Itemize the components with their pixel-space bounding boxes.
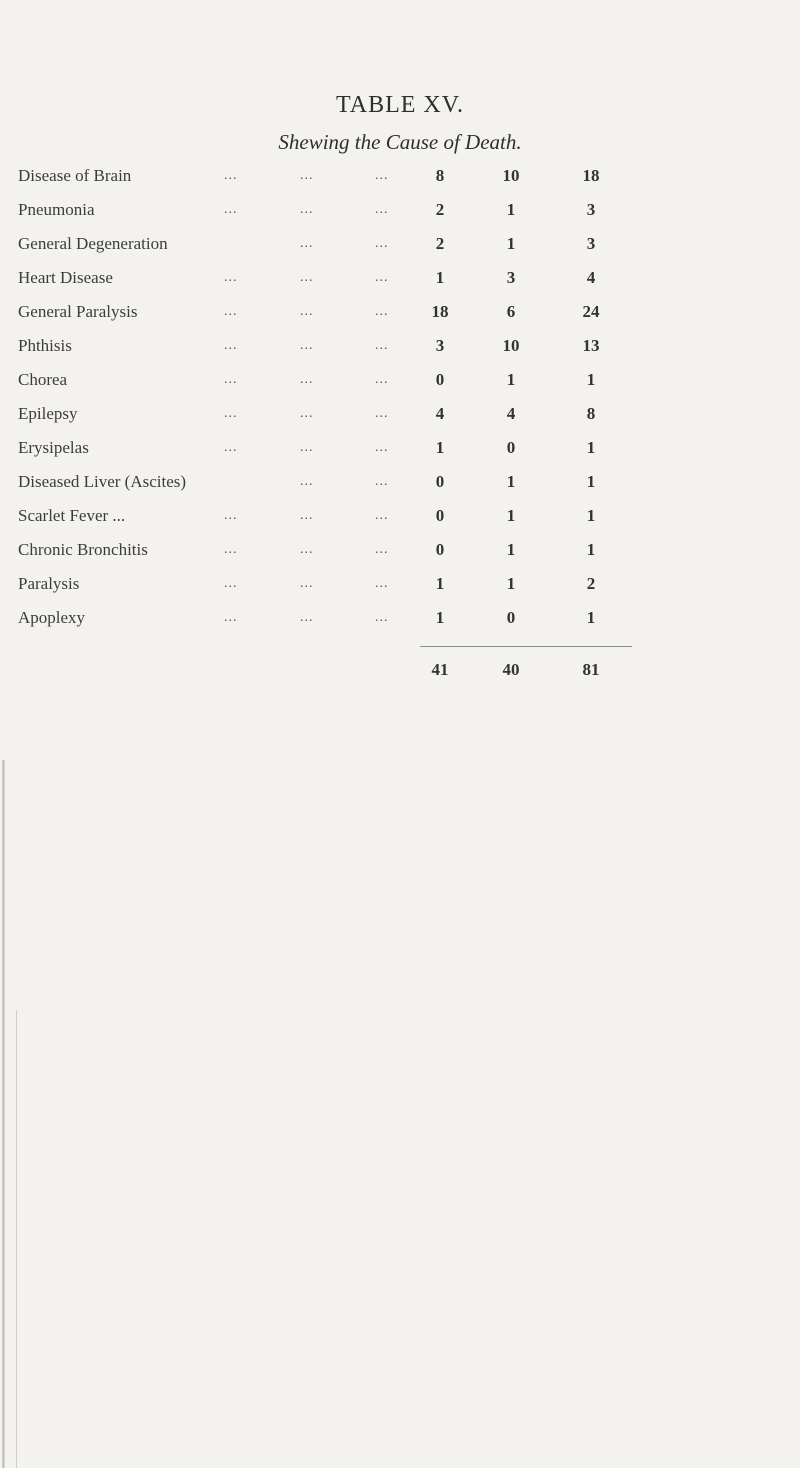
total-cell: 8 <box>586 404 596 423</box>
leader-dots: ... <box>300 406 314 421</box>
grand-total: 81 <box>582 660 600 679</box>
leader-dots: ... <box>300 338 314 353</box>
males-cell: 1 <box>435 438 445 457</box>
cause-cell: Chronic Bronchitis <box>18 540 148 559</box>
page-edge-line <box>16 1010 17 1468</box>
cause-cell: Epilepsy <box>18 404 78 423</box>
table-row <box>0 330 800 364</box>
table-row <box>0 160 800 194</box>
females-cell: 1 <box>506 234 516 253</box>
table-row <box>0 296 800 330</box>
leader-dots: ... <box>300 168 314 183</box>
males-cell: 8 <box>435 166 445 185</box>
leader-dots: ... <box>375 440 389 455</box>
leader-dots: ... <box>300 576 314 591</box>
leader-dots: ... <box>224 202 238 217</box>
leader-dots: ... <box>224 542 238 557</box>
males-cell: 0 <box>435 472 445 491</box>
leader-dots: ... <box>224 406 238 421</box>
total-cell: 3 <box>586 234 596 253</box>
cause-cell: Pneumonia <box>18 200 95 219</box>
leader-dots: ... <box>224 168 238 183</box>
total-cell: 1 <box>586 370 596 389</box>
females-cell: 1 <box>506 574 516 593</box>
total-cell: 13 <box>582 336 600 355</box>
males-cell: 2 <box>435 234 445 253</box>
males-cell: 18 <box>431 302 449 321</box>
page-edge-shadow <box>2 760 5 1468</box>
table-row <box>0 398 800 432</box>
males-cell: 0 <box>435 540 445 559</box>
table-row <box>0 432 800 466</box>
females-cell: 1 <box>506 370 516 389</box>
females-total: 40 <box>502 660 520 679</box>
leader-dots: ... <box>224 576 238 591</box>
leader-dots: ... <box>375 168 389 183</box>
males-cell: 0 <box>435 370 445 389</box>
females-cell: 3 <box>506 268 516 287</box>
cause-cell: General Paralysis <box>18 302 138 321</box>
leader-dots: ... <box>300 474 314 489</box>
table-row <box>0 262 800 296</box>
males-cell: 4 <box>435 404 445 423</box>
females-cell: 6 <box>506 302 516 321</box>
leader-dots: ... <box>375 270 389 285</box>
leader-dots: ... <box>375 542 389 557</box>
cause-cell: Disease of Brain <box>18 166 132 185</box>
leader-dots: ... <box>224 440 238 455</box>
total-cell: 1 <box>586 472 596 491</box>
males-cell: 0 <box>435 506 445 525</box>
females-cell: 1 <box>506 472 516 491</box>
leader-dots: ... <box>300 236 314 251</box>
leader-dots: ... <box>375 474 389 489</box>
leader-dots: ... <box>375 372 389 387</box>
table-row <box>0 364 800 398</box>
leader-dots: ... <box>300 440 314 455</box>
total-cell: 4 <box>586 268 596 287</box>
total-cell: 24 <box>582 302 600 321</box>
females-cell: 0 <box>506 438 516 457</box>
cause-cell: Apoplexy <box>18 608 86 627</box>
leader-dots: ... <box>224 304 238 319</box>
total-cell: 3 <box>586 200 596 219</box>
females-cell: 1 <box>506 506 516 525</box>
table-row <box>0 228 800 262</box>
cause-cell: Phthisis <box>18 336 72 355</box>
leader-dots: ... <box>300 304 314 319</box>
totals-rule <box>420 646 632 647</box>
males-cell: 1 <box>435 268 445 287</box>
leader-dots: ... <box>375 406 389 421</box>
table-row <box>0 568 800 602</box>
total-cell: 1 <box>586 506 596 525</box>
females-cell: 1 <box>506 200 516 219</box>
total-cell: 1 <box>586 438 596 457</box>
leader-dots: ... <box>300 372 314 387</box>
females-cell: 4 <box>506 404 516 423</box>
leader-dots: ... <box>375 338 389 353</box>
total-cell: 2 <box>586 574 596 593</box>
table-row <box>0 602 800 636</box>
leader-dots: ... <box>300 610 314 625</box>
leader-dots: ... <box>300 542 314 557</box>
females-cell: 0 <box>506 608 516 627</box>
cause-cell: Scarlet Fever ... <box>18 506 126 525</box>
cause-cell: Paralysis <box>18 574 80 593</box>
leader-dots: ... <box>375 508 389 523</box>
table-row <box>0 194 800 228</box>
cause-of-death-table <box>0 160 800 636</box>
leader-dots: ... <box>224 610 238 625</box>
males-total: 41 <box>431 660 449 679</box>
leader-dots: ... <box>300 202 314 217</box>
table-row <box>0 466 800 500</box>
table-row <box>0 500 800 534</box>
leader-dots: ... <box>300 508 314 523</box>
cause-cell: Chorea <box>18 370 68 389</box>
table-subtitle: Shewing the Cause of Death. <box>278 130 522 154</box>
leader-dots: ... <box>375 576 389 591</box>
table-row <box>0 534 800 568</box>
females-cell: 10 <box>502 166 520 185</box>
females-cell: 1 <box>506 540 516 559</box>
leader-dots: ... <box>224 270 238 285</box>
females-cell: 10 <box>502 336 520 355</box>
totals-row <box>0 654 800 684</box>
cause-cell: General Degeneration <box>18 234 168 253</box>
total-cell: 18 <box>582 166 600 185</box>
cause-cell: Erysipelas <box>18 438 89 457</box>
total-cell: 1 <box>586 540 596 559</box>
males-cell: 1 <box>435 608 445 627</box>
leader-dots: ... <box>375 610 389 625</box>
total-cell: 1 <box>586 608 596 627</box>
leader-dots: ... <box>224 372 238 387</box>
leader-dots: ... <box>224 338 238 353</box>
males-cell: 1 <box>435 574 445 593</box>
leader-dots: ... <box>375 304 389 319</box>
leader-dots: ... <box>375 236 389 251</box>
cause-cell: Heart Disease <box>18 268 113 287</box>
table-title: TABLE XV. <box>336 92 464 118</box>
males-cell: 2 <box>435 200 445 219</box>
leader-dots: ... <box>300 270 314 285</box>
males-cell: 3 <box>435 336 445 355</box>
leader-dots: ... <box>375 202 389 217</box>
leader-dots: ... <box>224 508 238 523</box>
cause-cell: Diseased Liver (Ascites) <box>18 472 187 491</box>
